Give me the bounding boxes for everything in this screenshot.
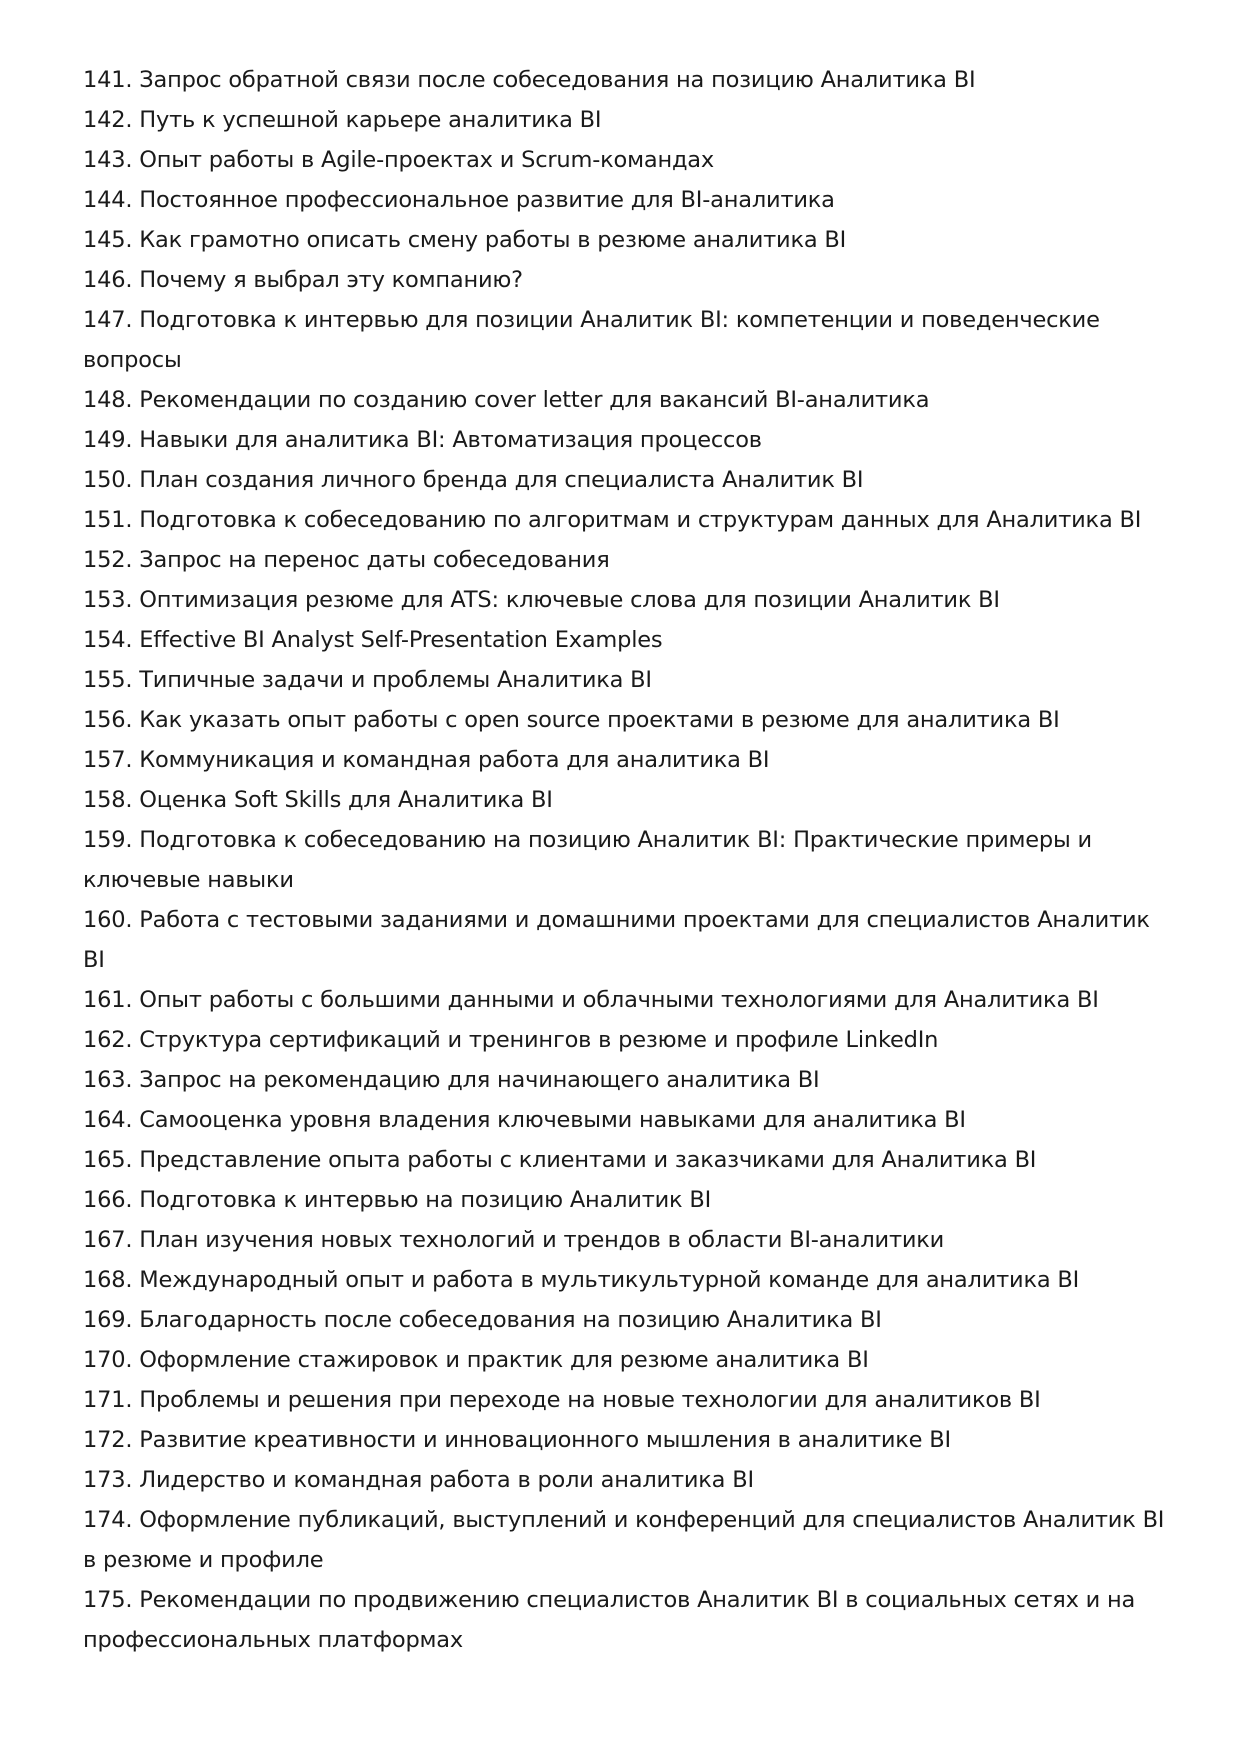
item-number: 167. <box>83 1227 133 1253</box>
list-item <box>83 260 1173 300</box>
item-number: 163. <box>83 1067 133 1093</box>
item-number: 141. <box>83 67 133 93</box>
item-number: 169. <box>83 1307 133 1333</box>
list-item <box>83 1220 1173 1260</box>
list-item <box>83 180 1173 220</box>
item-text: Международный опыт и работа в мультикультурной команде для аналитика BI <box>139 1267 1080 1293</box>
item-text: Структура сертификаций и тренингов в резюме и профиле LinkedIn <box>139 1027 939 1053</box>
item-number: 144. <box>83 187 133 213</box>
list-item <box>83 1260 1173 1300</box>
list-item <box>83 540 1173 580</box>
item-number: 160. <box>83 907 133 933</box>
list-item <box>83 1140 1173 1180</box>
item-number: 165. <box>83 1147 133 1173</box>
item-number: 158. <box>83 787 133 813</box>
list-item <box>83 460 1173 500</box>
item-number: 172. <box>83 1427 133 1453</box>
list-item <box>83 900 1173 980</box>
item-text: Почему я выбрал эту компанию? <box>139 267 523 293</box>
item-text: Запрос на рекомендацию для начинающего аналитика BI <box>139 1067 820 1093</box>
item-text: Оформление стажировок и практик для резюме аналитика BI <box>139 1347 869 1373</box>
list-item <box>83 660 1173 700</box>
item-text: Проблемы и решения при переходе на новые технологии для аналитиков BI <box>139 1387 1041 1413</box>
item-number: 156. <box>83 707 133 733</box>
item-text: Типичные задачи и проблемы Аналитика BI <box>139 667 652 693</box>
item-text: Коммуникация и командная работа для аналитика BI <box>139 747 770 773</box>
item-number: 161. <box>83 987 133 1013</box>
list-item <box>83 300 1173 380</box>
item-text: Навыки для аналитика BI: Автоматизация процессов <box>139 427 762 453</box>
item-number: 142. <box>83 107 133 133</box>
list-item <box>83 60 1173 100</box>
item-number: 153. <box>83 587 133 613</box>
list-item <box>83 100 1173 140</box>
item-number: 162. <box>83 1027 133 1053</box>
list-item <box>83 1500 1173 1580</box>
item-text: Развитие креативности и инновационного мышления в аналитике BI <box>139 1427 951 1453</box>
list-item <box>83 1580 1173 1660</box>
list-item <box>83 820 1173 900</box>
document-page <box>83 60 1173 1660</box>
list-item <box>83 1060 1173 1100</box>
item-text: Оптимизация резюме для ATS: ключевые слова для позиции Аналитик BI <box>139 587 1000 613</box>
list-item <box>83 1380 1173 1420</box>
item-number: 145. <box>83 227 133 253</box>
list-item <box>83 1300 1173 1340</box>
item-text: Запрос обратной связи после собеседования на позицию Аналитика BI <box>139 67 976 93</box>
item-text: Путь к успешной карьере аналитика BI <box>139 107 602 133</box>
list-item <box>83 980 1173 1020</box>
item-text: Лидерство и командная работа в роли аналитика BI <box>139 1467 754 1493</box>
list-item <box>83 580 1173 620</box>
list-item <box>83 780 1173 820</box>
list-item <box>83 1460 1173 1500</box>
item-number: 152. <box>83 547 133 573</box>
item-text: Опыт работы с большими данными и облачными технологиями для Аналитика BI <box>139 987 1099 1013</box>
item-number: 143. <box>83 147 133 173</box>
list-item <box>83 380 1173 420</box>
item-text: План создания личного бренда для специалиста Аналитик BI <box>139 467 864 493</box>
item-number: 166. <box>83 1187 133 1213</box>
item-number: 155. <box>83 667 133 693</box>
list-item <box>83 1020 1173 1060</box>
list-item <box>83 700 1173 740</box>
item-text: Как указать опыт работы с open source проектами в резюме для аналитика BI <box>139 707 1060 733</box>
item-text: Самооценка уровня владения ключевыми навыками для аналитика BI <box>139 1107 966 1133</box>
list-item <box>83 140 1173 180</box>
list-item <box>83 500 1173 540</box>
item-text: Подготовка к интервью для позиции Аналитик BI: компетенции и поведенческие вопросы <box>83 307 1100 373</box>
item-number: 171. <box>83 1387 133 1413</box>
item-text: План изучения новых технологий и трендов в области BI-аналитики <box>139 1227 945 1253</box>
item-number: 147. <box>83 307 133 333</box>
item-text: Запрос на перенос даты собеседования <box>139 547 610 573</box>
item-number: 154. <box>83 627 133 653</box>
item-number: 168. <box>83 1267 133 1293</box>
item-number: 174. <box>83 1507 133 1533</box>
item-text: Постоянное профессиональное развитие для BI-аналитика <box>139 187 835 213</box>
item-number: 149. <box>83 427 133 453</box>
item-text: Effective BI Analyst Self-Presentation Examples <box>139 627 663 653</box>
list-item <box>83 1340 1173 1380</box>
item-text: Работа с тестовыми заданиями и домашними проектами для специалистов Аналитик BI <box>83 907 1150 973</box>
list-item <box>83 220 1173 260</box>
item-text: Оформление публикаций, выступлений и конференций для специалистов Аналитик BI в резюме и профиле <box>83 1507 1165 1573</box>
item-text: Представление опыта работы с клиентами и заказчиками для Аналитика BI <box>139 1147 1037 1173</box>
list-item <box>83 420 1173 460</box>
list-item <box>83 1180 1173 1220</box>
item-number: 159. <box>83 827 133 853</box>
item-number: 164. <box>83 1107 133 1133</box>
item-text: Рекомендации по продвижению специалистов Аналитик BI в социальных сетях и на профессиональных платформах <box>83 1587 1136 1653</box>
item-number: 150. <box>83 467 133 493</box>
item-number: 157. <box>83 747 133 773</box>
item-text: Оценка Soft Skills для Аналитика BI <box>139 787 553 813</box>
item-text: Как грамотно описать смену работы в резюме аналитика BI <box>139 227 847 253</box>
list-item <box>83 740 1173 780</box>
item-number: 170. <box>83 1347 133 1373</box>
list-item <box>83 1420 1173 1460</box>
item-text: Подготовка к интервью на позицию Аналитик BI <box>139 1187 712 1213</box>
list-item <box>83 1100 1173 1140</box>
item-text: Благодарность после собеседования на позицию Аналитика BI <box>139 1307 882 1333</box>
item-number: 148. <box>83 387 133 413</box>
list-item <box>83 620 1173 660</box>
item-number: 146. <box>83 267 133 293</box>
item-number: 151. <box>83 507 133 533</box>
item-text: Подготовка к собеседованию по алгоритмам и структурам данных для Аналитика BI <box>139 507 1142 533</box>
topic-list <box>83 60 1173 1660</box>
item-text: Опыт работы в Agile-проектах и Scrum-командах <box>139 147 715 173</box>
item-text: Рекомендации по созданию cover letter для вакансий BI-аналитика <box>139 387 930 413</box>
item-number: 173. <box>83 1467 133 1493</box>
item-text: Подготовка к собеседованию на позицию Аналитик BI: Практические примеры и ключевые навыки <box>83 827 1092 893</box>
item-number: 175. <box>83 1587 133 1613</box>
